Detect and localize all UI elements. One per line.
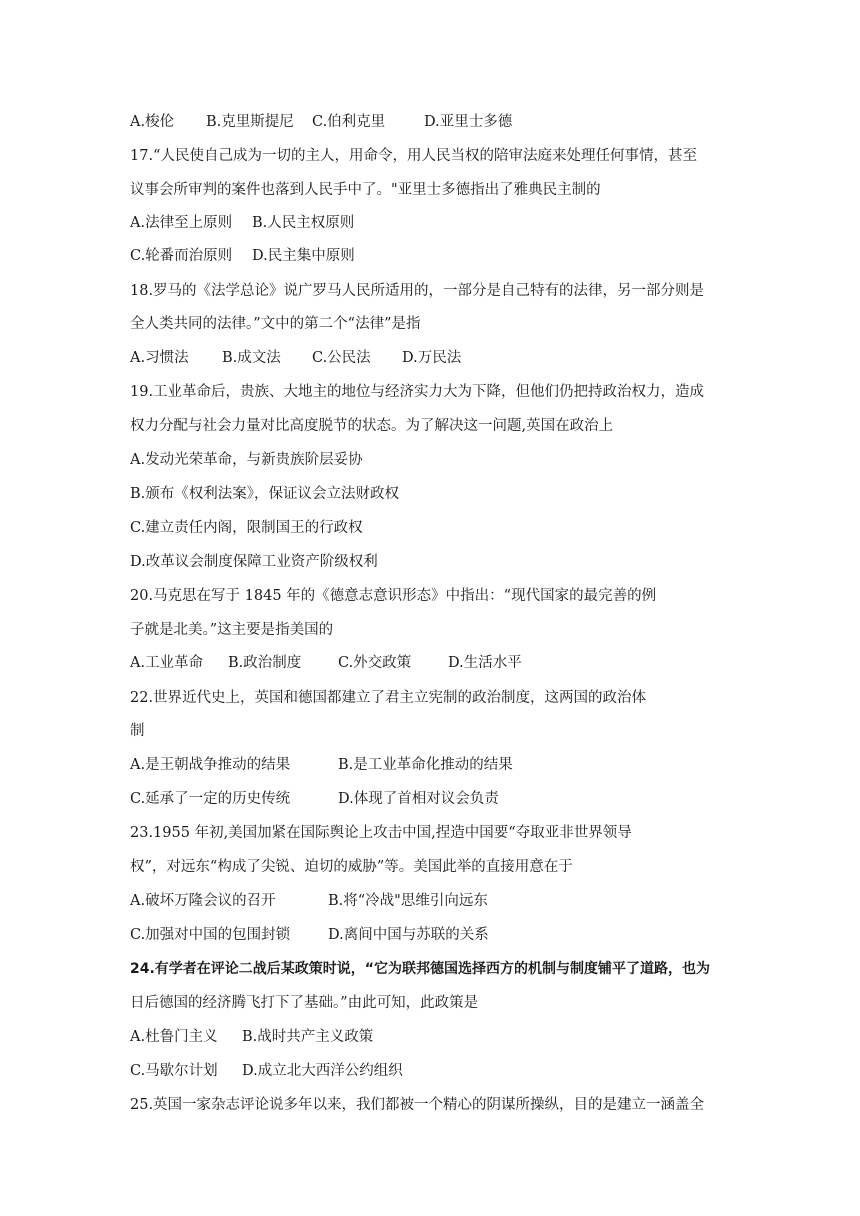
option: D.生活水平 bbox=[448, 655, 522, 671]
question-text-bold: 24.有学者在评论二战后某政策时说，“它为联邦德国选择西方的机制与制度铺平了道路，也为 bbox=[130, 961, 710, 977]
options-line bbox=[130, 789, 730, 809]
question-text: 22.世界近代史上，英国和德国都建立了君主立宪制的政治制度，这两国的政治体 bbox=[130, 690, 647, 706]
options-line bbox=[130, 348, 730, 368]
option: C.外交政策 bbox=[338, 655, 412, 671]
option: A.破坏万隆会议的召开 bbox=[130, 893, 276, 909]
option: B.是工业革命化推动的结果 bbox=[338, 757, 513, 773]
option: D.民主集中原则 bbox=[252, 248, 355, 264]
option: C.公民法 bbox=[312, 350, 371, 366]
option: C.伯利克里 bbox=[312, 114, 386, 130]
option-line: B.颁布《权利法案》，保证议会立法财政权 bbox=[130, 486, 400, 502]
option: C.延承了一定的历史传统 bbox=[130, 791, 291, 807]
question-text: 制 bbox=[130, 723, 145, 739]
option: A.工业革命 bbox=[130, 655, 204, 671]
question-text: 25.英国一家杂志评论说多年以来，我们都被一个精心的阴谋所操纵，目的是建立一涵盖全 bbox=[130, 1097, 705, 1113]
question-text: 19.工业革命后，贵族、大地主的地位与经济实力大为下降，但他们仍把持政治权力，造成 bbox=[130, 384, 705, 400]
option: A.法律至上原则 bbox=[130, 215, 233, 231]
option: C.马歇尔计划 bbox=[130, 1063, 218, 1079]
options-line bbox=[130, 925, 730, 945]
option-line: C.建立责任内阁，限制国王的行政权 bbox=[130, 520, 363, 536]
question-text: 权力分配与社会力量对比高度脱节的状态。为了解决这一问题,英国在政治上 bbox=[130, 418, 614, 434]
question-text: 20.马克思在写于 1845 年的《德意志意识形态》中指出：“现代国家的最完善的例 bbox=[130, 588, 657, 604]
option: C.加强对中国的包围封锁 bbox=[130, 927, 291, 943]
question-text: 23.1955 年初,美国加紧在国际舆论上攻击中国,捏造中国要“夺取亚非世界领导 bbox=[130, 825, 632, 841]
option-line: D.改革议会制度保障工业资产阶级权利 bbox=[130, 554, 378, 570]
option: D.成立北大西洋公约组织 bbox=[242, 1063, 403, 1079]
option: B.成文法 bbox=[222, 350, 281, 366]
option: B.人民主权原则 bbox=[252, 215, 355, 231]
option: D.亚里士多德 bbox=[424, 114, 513, 130]
question-text: 议事会所审判的案件也落到人民手中了。"亚里士多德指出了雅典民主制的 bbox=[130, 182, 601, 198]
option: C.轮番而治原则 bbox=[130, 248, 233, 264]
question-text: 日后德国的经济腾飞打下了基础。”由此可知，此政策是 bbox=[130, 995, 479, 1011]
option: A.是王朝战争推动的结果 bbox=[130, 757, 291, 773]
option: B.克里斯提尼 bbox=[206, 114, 294, 130]
option: A.习惯法 bbox=[130, 350, 189, 366]
option: A.梭伦 bbox=[130, 114, 175, 130]
question-text: 子就是北美。”这主要是指美国的 bbox=[130, 622, 334, 638]
question-text: 18.罗马的《法学总论》说广罗马人民所适用的，一部分是自己特有的法律，另一部分则是 bbox=[130, 283, 705, 299]
question-text: 17.“人民使自己成为一切的主人，用命令，用人民当权的陪审法庭来处理任何事情，甚至 bbox=[130, 148, 697, 164]
option: D.离间中国与苏联的关系 bbox=[328, 927, 489, 943]
options-line bbox=[130, 1061, 730, 1081]
option: B.政治制度 bbox=[228, 655, 302, 671]
option: A.杜鲁门主义 bbox=[130, 1029, 218, 1045]
option: D.体现了首相对议会负责 bbox=[338, 791, 499, 807]
question-text: 全人类共同的法律。”文中的第二个“法律”是指 bbox=[130, 316, 421, 332]
options-line bbox=[130, 112, 730, 132]
options-line bbox=[130, 246, 730, 266]
options-line bbox=[130, 1027, 730, 1047]
options-line bbox=[130, 891, 730, 911]
options-line bbox=[130, 755, 730, 775]
option: B.战时共产主义政策 bbox=[242, 1029, 374, 1045]
option: B.将“冷战"思维引向远东 bbox=[328, 893, 488, 909]
options-line bbox=[130, 653, 730, 673]
option: D.万民法 bbox=[402, 350, 462, 366]
option-line: A.发动光荣革命，与新贵族阶层妥协 bbox=[130, 452, 363, 468]
question-text: 权”，对远东“构成了尖锐、迫切的威胁”等。美国此举的直接用意在于 bbox=[130, 859, 573, 875]
options-line bbox=[130, 213, 730, 233]
